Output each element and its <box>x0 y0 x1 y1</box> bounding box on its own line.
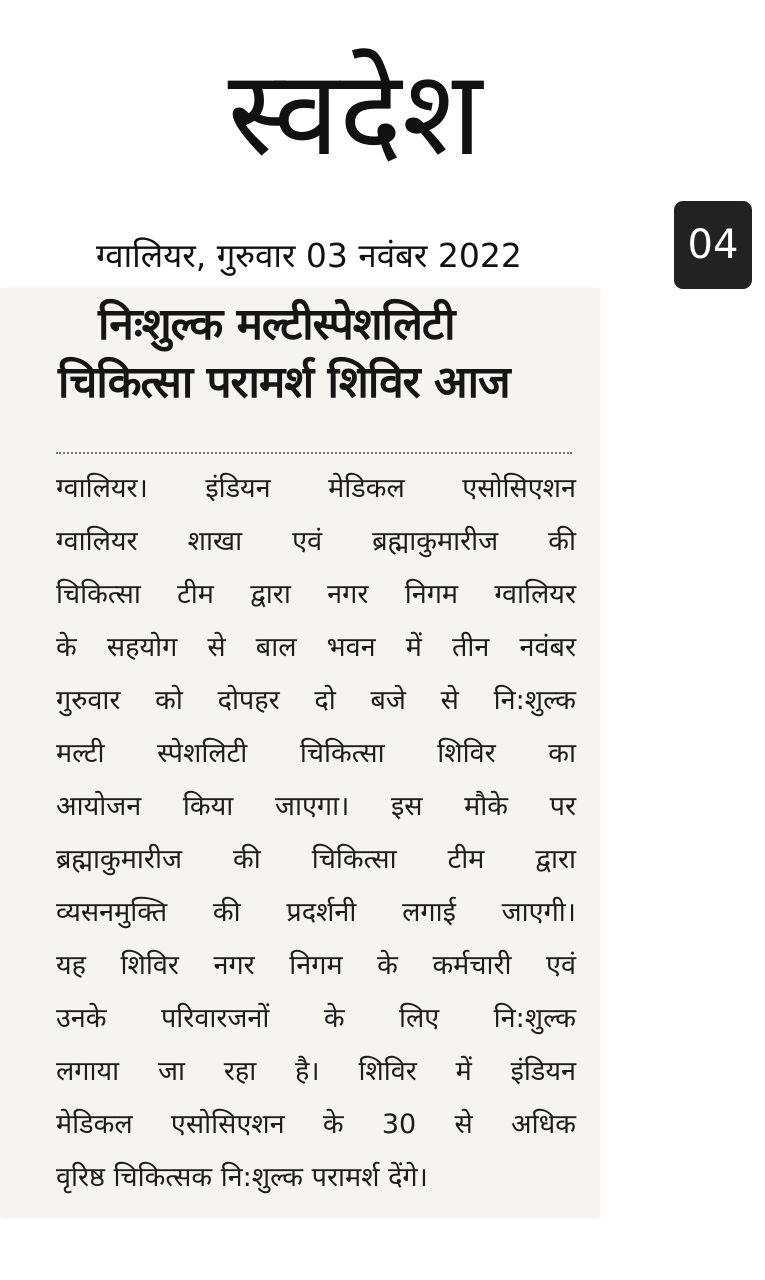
article-headline <box>58 296 578 412</box>
headline-divider <box>56 452 572 454</box>
article-body-line: ब्रह्माकुमारीज की चिकित्सा टीम द्वारा <box>56 844 576 875</box>
article-body-line: व्यसनमुक्ति की प्रदर्शनी लगाई जाएगी। <box>56 897 576 928</box>
article-body-line: ग्वालियर शाखा एवं ब्रह्माकुमारीज की <box>56 526 576 557</box>
article-body-line: यह शिविर नगर निगम के कर्मचारी एवं <box>56 950 576 981</box>
article-body-line: वृरिष्ठ चिकित्सक नि:शुल्क परामर्श देंगे। <box>56 1162 428 1193</box>
headline-line-1: निःशुल्क मल्टीस्पेशलिटी <box>98 299 455 350</box>
article-body-line: आयोजन किया जाएगा। इस मौके पर <box>56 791 576 822</box>
article-body-line: के सहयोग से बाल भवन में तीन नवंबर <box>56 632 576 663</box>
article-body-line: मेडिकल एसोसिएशन के 30 से अधिक <box>56 1109 576 1140</box>
article-body-line: लगाया जा रहा है। शिविर में इंडियन <box>56 1056 576 1087</box>
article-body-line: मल्टी स्पेशलिटी चिकित्सा शिविर का <box>56 738 576 769</box>
dateline: ग्वालियर, गुरुवार 03 नवंबर 2022 <box>96 236 522 275</box>
page-number-badge: 04 <box>674 201 752 289</box>
article-body-line: ग्वालियर। इंडियन मेडिकल एसोसिएशन <box>56 473 576 504</box>
article-body <box>56 462 576 1204</box>
headline-line-2: चिकित्सा परामर्श शिविर आज <box>58 357 510 408</box>
article-body-line: गुरुवार को दोपहर दो बजे से नि:शुल्क <box>56 685 576 716</box>
newspaper-masthead: स्वदेश <box>227 44 483 182</box>
article-body-line: उनके परिवारजनों के लिए नि:शुल्क <box>56 1003 576 1034</box>
article-body-line: चिकित्सा टीम द्वारा नगर निगम ग्वालियर <box>56 579 576 610</box>
